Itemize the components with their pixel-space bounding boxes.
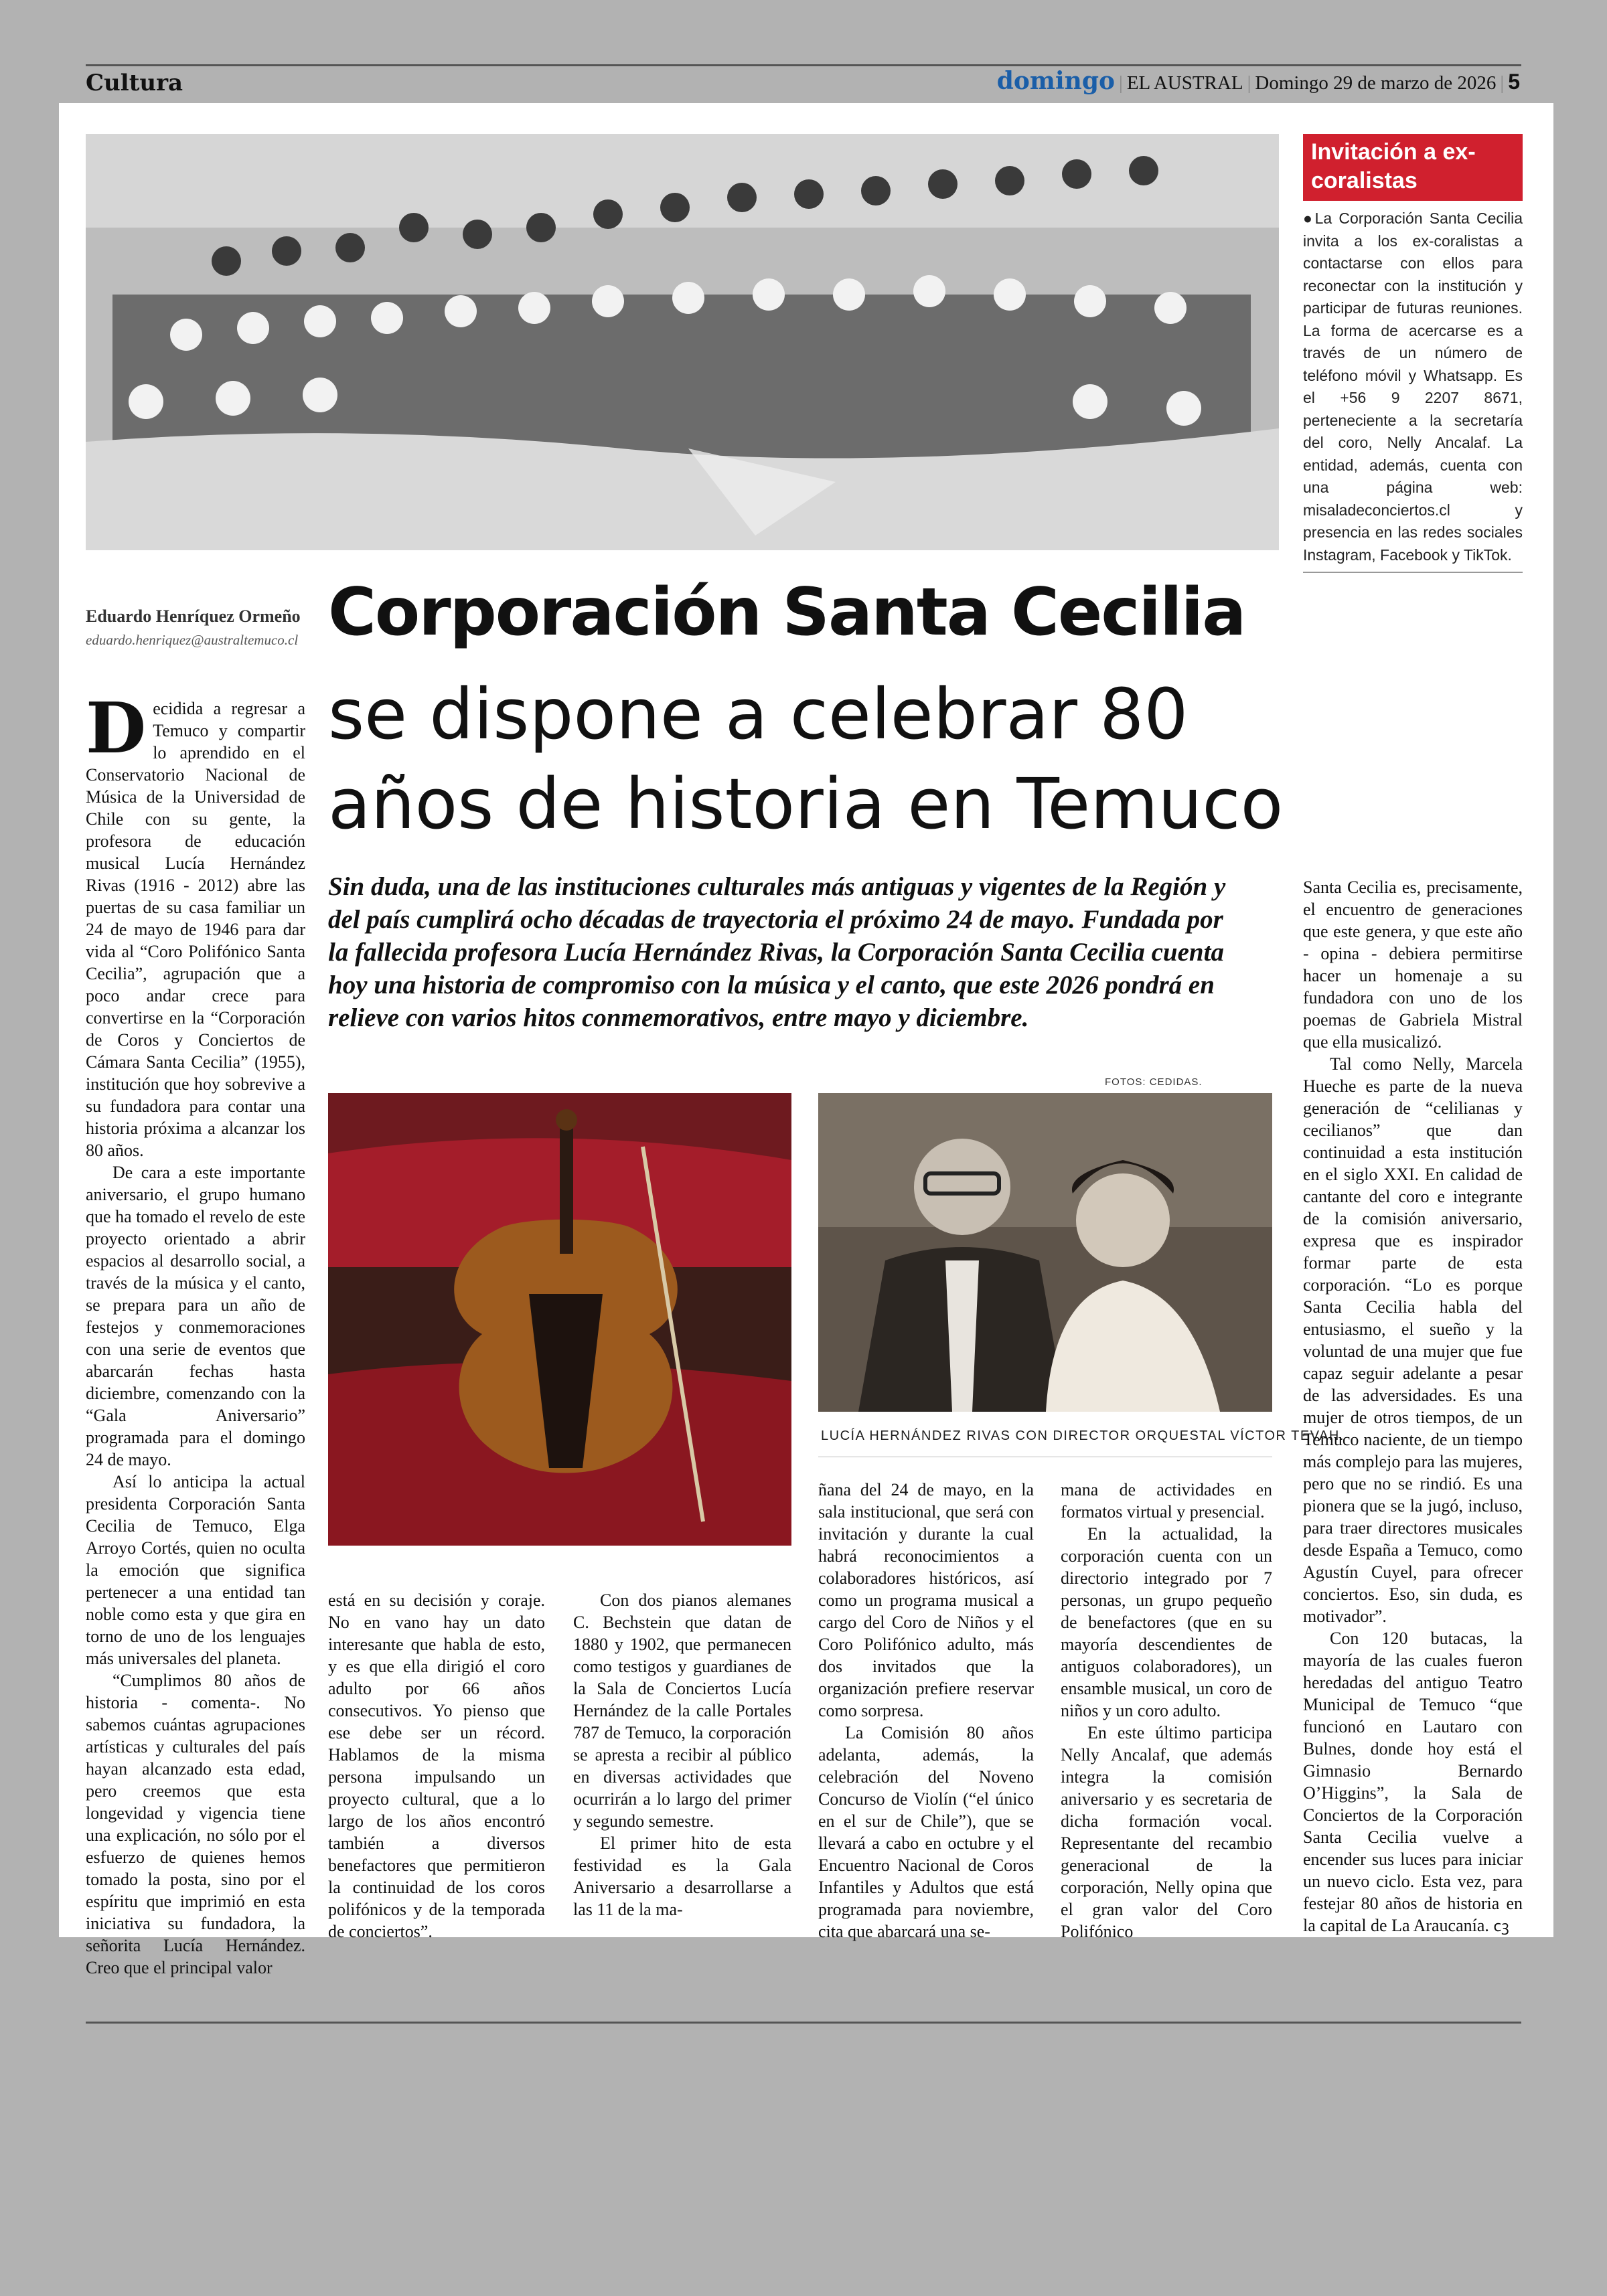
violin-photo [328, 1093, 791, 1546]
page-number: 5 [1508, 70, 1520, 94]
running-header: domingo | EL AUSTRAL | Domingo 29 de marzo de 2026 | 5 [996, 67, 1520, 95]
photo-credit: FOTOS: CEDIDAS. [1105, 1076, 1203, 1088]
paragraph: ecidida a regresar a Temuco y compartir lo aprendido en el Conservatorio Nacional de Música de la Universidad de Chile con su gente, la profesora de educación musical Lucía Hernández Rivas (1916 - 2012) abre las puertas de su casa familiar un 24 de mayo de 1946 para dar vida al “Coro Polifónico Santa Cecilia”, agrupación que a poco andar crece para convertirse en la “Corporación de Coros y Conciertos de Cámara Santa Cecilia” (1955), institución que hoy sobrevive a su fundadora para contar una historia próxima a alcanzar los 80 años. [86, 699, 305, 1160]
paragraph: De cara a este importante aniversario, el grupo humano que ha tomado el revelo de este proyecto orientado a abrir espacios al desarrollo social, a través de la música y el canto, se prepara para un año de festejos y conmemoraciones con una serie de eventos que abarcarán fechas hasta diciembre, comenzando con la “Gala Aniversario” programada para el domingo 24 de mayo. [86, 1163, 305, 1469]
body-column-4 [818, 1479, 1034, 1943]
sidebar-text [1303, 208, 1523, 566]
choir-illustration [86, 134, 1279, 550]
headline-secondary: se dispone a celebrar 80 años de historia en Temuco [328, 673, 1284, 845]
body-column-1 [86, 687, 305, 1979]
paragraph: En la actualidad, la corporación cuenta con un directorio integrado por 7 personas, un grupo pequeño de benefactores (que en su mayoría descendientes de antiguos colaboradores), un ensamble musical, un coro de niños y un coro adulto. [1061, 1524, 1272, 1720]
sidebar-body: La Corporación Santa Cecilia invita a los ex-coralistas a contactarse con ellos para reconectar con la institución y participar de futuras reuniones. La forma de acercarse es a través de un número de teléfono móvil y Whatsapp. Es el +56 9 2207 8671, perteneciente a la secretaría del coro, Nelly Ancalaf. La entidad, además, cuenta con una página web: misaladeconciertos.cl y presencia en las redes sociales Instagram, Facebook y TikTok. [1303, 210, 1523, 564]
footer-rule [86, 2022, 1521, 2024]
sidebar-title: Invitación a ex-coralistas [1303, 134, 1523, 201]
paragraph: ñana del 24 de mayo, en la sala institucional, que será con invitación y durante la cual habrá reconocimientos a colaboradores históricos, así como un programa musical a cargo del Coro de Niños y el Coro Polifónico adulto, más dos invitados que la organización prefiere reservar como sorpresa. [818, 1480, 1034, 1720]
header-rule [86, 64, 1521, 66]
paragraph-text: Con 120 butacas, la mayoría de las cuales fueron heredadas del antiguo Teatro Municipal de Temuco “que funcionó en Lautaro con Bulnes, donde hoy está el Gimnasio Bernardo O’Higgins”, la Sala de Conciertos de la Corporación Santa Cecilia vuelve a encender sus luces para iniciar un nuevo ciclo. Esta vez, para festejar 80 años de historia en la capital de La Araucanía. [1303, 1629, 1523, 1935]
headline-main: Corporación Santa Cecilia [328, 574, 1245, 651]
body-column-3 [573, 1589, 791, 1920]
body-column-5 [1061, 1479, 1272, 1943]
end-mark-icon: ᴄꝫ [1493, 1918, 1509, 1935]
drop-cap: D [86, 687, 147, 769]
paragraph: La Comisión 80 años adelanta, además, la celebración del Noveno Concurso de Violín (“el único en el sur de Chile”), que se llevará a cabo en octubre y el Encuentro Nacional de Coros Infantiles y Adultos que está programada para noviembre, cita que abarcará una se- [818, 1723, 1034, 1941]
portrait-illustration [818, 1093, 1272, 1412]
byline [86, 606, 301, 649]
body-column-2 [328, 1589, 545, 1943]
sidebar-rule [1303, 572, 1523, 573]
violin-illustration [328, 1093, 791, 1546]
photo-caption: LUCÍA HERNÁNDEZ RIVAS CON DIRECTOR ORQUESTAL VÍCTOR TEVAH. [821, 1428, 1345, 1443]
supplement-name: domingo [996, 67, 1116, 95]
paragraph: Así lo anticipa la actual presidenta Corporación Santa Cecilia de Temuco, Elga Arroyo Cortés, quien no oculta la emoción que significa pertenecer a una entidad tan noble como esta y que gira en torno de uno de los lenguajes más universales del planeta. [86, 1472, 305, 1668]
paragraph: El primer hito de esta festividad es la Gala Aniversario a desarrollarse a las 11 de la ma- [573, 1833, 791, 1919]
paragraph: En este último participa Nelly Ancalaf, que además integra la comisión aniversario y es secretaria de dicha formación vocal. Representante del recambio generacional de la corporación, Nelly opina que el gran valor del Coro Polifónico [1061, 1723, 1272, 1941]
portrait-photo [818, 1093, 1272, 1412]
choir-photo [86, 134, 1279, 550]
paragraph: mana de actividades en formatos virtual y presencial. [1061, 1480, 1272, 1522]
author-email[interactable]: eduardo.henriquez@australtemuco.cl [86, 632, 299, 648]
paragraph: está en su decisión y coraje. No en vano hay un dato interesante que habla de esto, y es que ella dirigió el coro adulto por 66 años consecutivos. Yo pienso que ese debe ser un récord. Hablamos de la misma persona impulsando un proyecto cultural, que a lo largo de los años encontró también a diversos benefactores que permitieron la continuidad de los coros polifónicos y de la temporada de conciertos”. [328, 1590, 545, 1941]
paragraph: Con dos pianos alemanes C. Bechstein que datan de 1880 y 1902, que permanecen como testigos y guardianes de la Sala de Conciertos Lucía Hernández de la calle Portales 787 de Temuco, la corporación se apresta a recibir al público en diversas actividades que ocurrirán a lo largo del primer y segundo semestre. [573, 1590, 791, 1831]
body-column-6 [1303, 876, 1523, 1938]
section-label: Cultura [86, 70, 183, 96]
paragraph: Santa Cecilia es, precisamente, el encuentro de generaciones que este genera, y que este año - opina - debiera permitirse hacer un homenaje a su fundadora con uno de los poemas de Gabriela Mistral que ella musicalizó. [1303, 878, 1523, 1052]
paragraph: Tal como Nelly, Marcela Hueche es parte de la nueva generación de “celilianas y cecilianos” que dan continuidad a esta institución en el siglo XXI. En calidad de cantante del coro e integrante de la comisión aniversario, expresa que es inspirador formar parte de esta corporación. “Lo es porque Santa Cecilia habla del entusiasmo, el sueño y la voluntad de una mujer que fue capaz seguir adelante a pesar de las adversidades. Es una mujer de otros tiempos, de un Temuco naciente, de un tiempo más complejo para las mujeres, pero que no se rindió. Es una pionera que se la jugó, incluso, para traer directores musicales desde España a Temuco, como Agustín Cuyel, para ofrecer conciertos. Eso, sin duda, es motivador”. [1303, 1054, 1523, 1626]
paragraph [1303, 1627, 1523, 1938]
bullet-icon: ● [1303, 210, 1315, 227]
newspaper-name: EL AUSTRAL [1126, 72, 1243, 94]
lede-paragraph: Sin duda, una de las instituciones culturales más antiguas y vigentes de la Región y del país cumplirá ocho décadas de trayectoria el próximo 24 de mayo. Fundada por la fallecida profesora Lucía Hernández Rivas, la Corporación Santa Cecilia cuenta hoy una historia de compromiso con la música y el canto, que este 2026 pondrá en relieve con varios hitos conmemorativos, entre mayo y diciembre. [328, 872, 1226, 1032]
author-name: Eduardo Henríquez Ormeño [86, 606, 301, 626]
sidebar-box [1303, 134, 1523, 573]
paragraph: “Cumplimos 80 años de historia - comenta-. No sabemos cuántas agrupaciones artísticas y culturales del país hayan alcanzado esta edad, pero creemos que esta longevidad y vigencia tiene una explicación, no sólo por el esfuerzo de quienes hemos tomado la posta, sino por el espíritu que imprimió en esta iniciativa su fundadora, la señorita Lucía Hernández. Creo que el principal valor [86, 1671, 305, 1977]
issue-date: Domingo 29 de marzo de 2026 [1255, 72, 1497, 94]
